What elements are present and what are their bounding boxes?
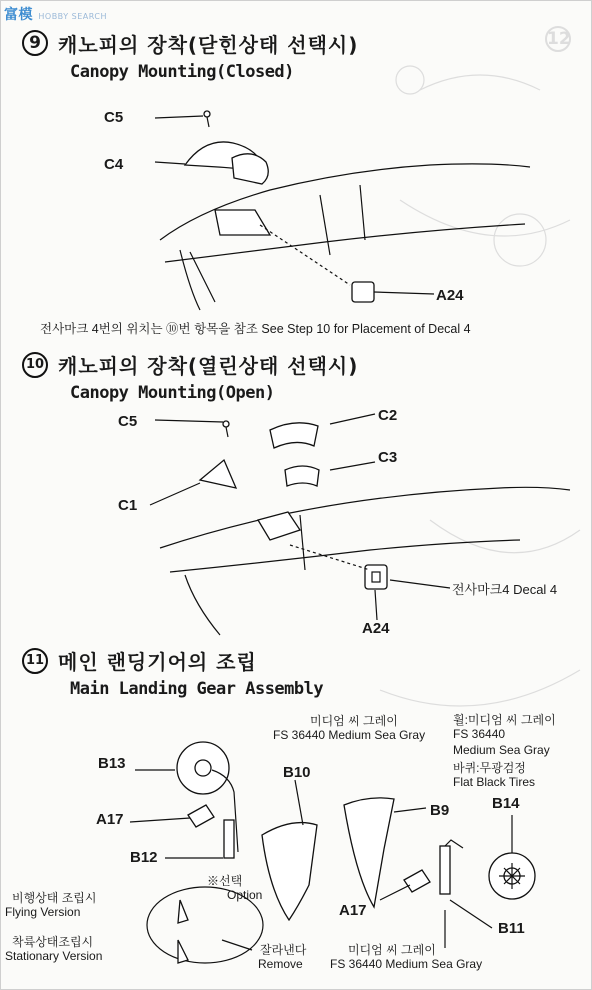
step11-part-a17-right: A17 — [339, 902, 367, 919]
step11-tire-en: Flat Black Tires — [453, 775, 536, 789]
step10-title-ko: 캐노피의 장착(열린상태 선택시) — [58, 354, 359, 378]
step10-part-c2: C2 — [378, 407, 398, 424]
step9-part-a24: A24 — [436, 287, 464, 304]
watermark-text: 富模 — [4, 7, 33, 23]
step11-part-b9: B9 — [430, 802, 450, 819]
step-number-11: 11 — [22, 648, 48, 674]
step11-part-b11: B11 — [498, 920, 525, 937]
step10-part-a24: A24 — [362, 620, 390, 637]
step11-stationary-ko: 착륙상태조립시 — [12, 935, 94, 949]
step11-tire-ko: 바퀴:무광검정 — [453, 761, 526, 775]
step11-title-ko: 메인 랜딩기어의 조립 — [58, 650, 257, 674]
step9-decal-note: 전사마크 4번의 위치는 ⑩번 항목을 참조 See Step 10 for Placement of Decal 4 — [40, 322, 471, 336]
step11-part-b12: B12 — [130, 849, 158, 866]
step-number-9: 9 — [22, 30, 48, 56]
step11-part-b14: B14 — [492, 795, 520, 812]
step11-option-ko: ※선택 — [207, 874, 243, 888]
watermark-sub: HOBBY SEARCH — [38, 12, 108, 21]
step9-part-c5: C5 — [104, 109, 124, 126]
step9-part-c4: C4 — [104, 156, 124, 173]
step10-title-en: Canopy Mounting(Open) — [70, 383, 275, 403]
step10-part-c5: C5 — [118, 413, 138, 430]
step10-part-c3: C3 — [378, 449, 398, 466]
step11-wheel-en: Medium Sea Gray — [453, 743, 550, 757]
step11-bottom-gray-ko: 미디엄 씨 그레이 — [348, 943, 436, 957]
step10-part-c1: C1 — [118, 497, 138, 514]
step10-diagram — [150, 414, 570, 635]
ghost-step-number: 12 — [545, 26, 571, 52]
step11-gray-en: FS 36440 Medium Sea Gray — [273, 728, 426, 742]
step11-gray-ko: 미디엄 씨 그레이 — [310, 714, 398, 728]
step11-wheel-ko: 휠:미디엄 씨 그레이 — [453, 713, 556, 727]
step9-title-ko: 캐노피의 장착(닫힌상태 선택시) — [58, 33, 359, 57]
step10-decal-label: 전사마크4 Decal 4 — [452, 582, 558, 597]
step11-stationary-en: Stationary Version — [5, 949, 103, 963]
step11-bottom-gray-en: FS 36440 Medium Sea Gray — [330, 957, 483, 971]
step11-part-b10: B10 — [283, 764, 311, 781]
step11-part-b13: B13 — [98, 755, 126, 772]
step11-remove-en: Remove — [258, 957, 303, 971]
step11-option-en: Option — [227, 888, 263, 902]
step11-part-a17-left: A17 — [96, 811, 124, 828]
step11-remove-ko: 잘라낸다 — [260, 943, 307, 957]
step11-wheel-fs: FS 36440 — [453, 727, 506, 741]
step11-flying-en: Flying Version — [5, 905, 81, 919]
step-number-10: 10 — [22, 352, 48, 378]
step11-title-en: Main Landing Gear Assembly — [70, 679, 324, 699]
step9-title-en: Canopy Mounting(Closed) — [70, 62, 294, 82]
step9-diagram — [155, 111, 530, 310]
step11-flying-ko: 비행상태 조립시 — [12, 891, 97, 905]
